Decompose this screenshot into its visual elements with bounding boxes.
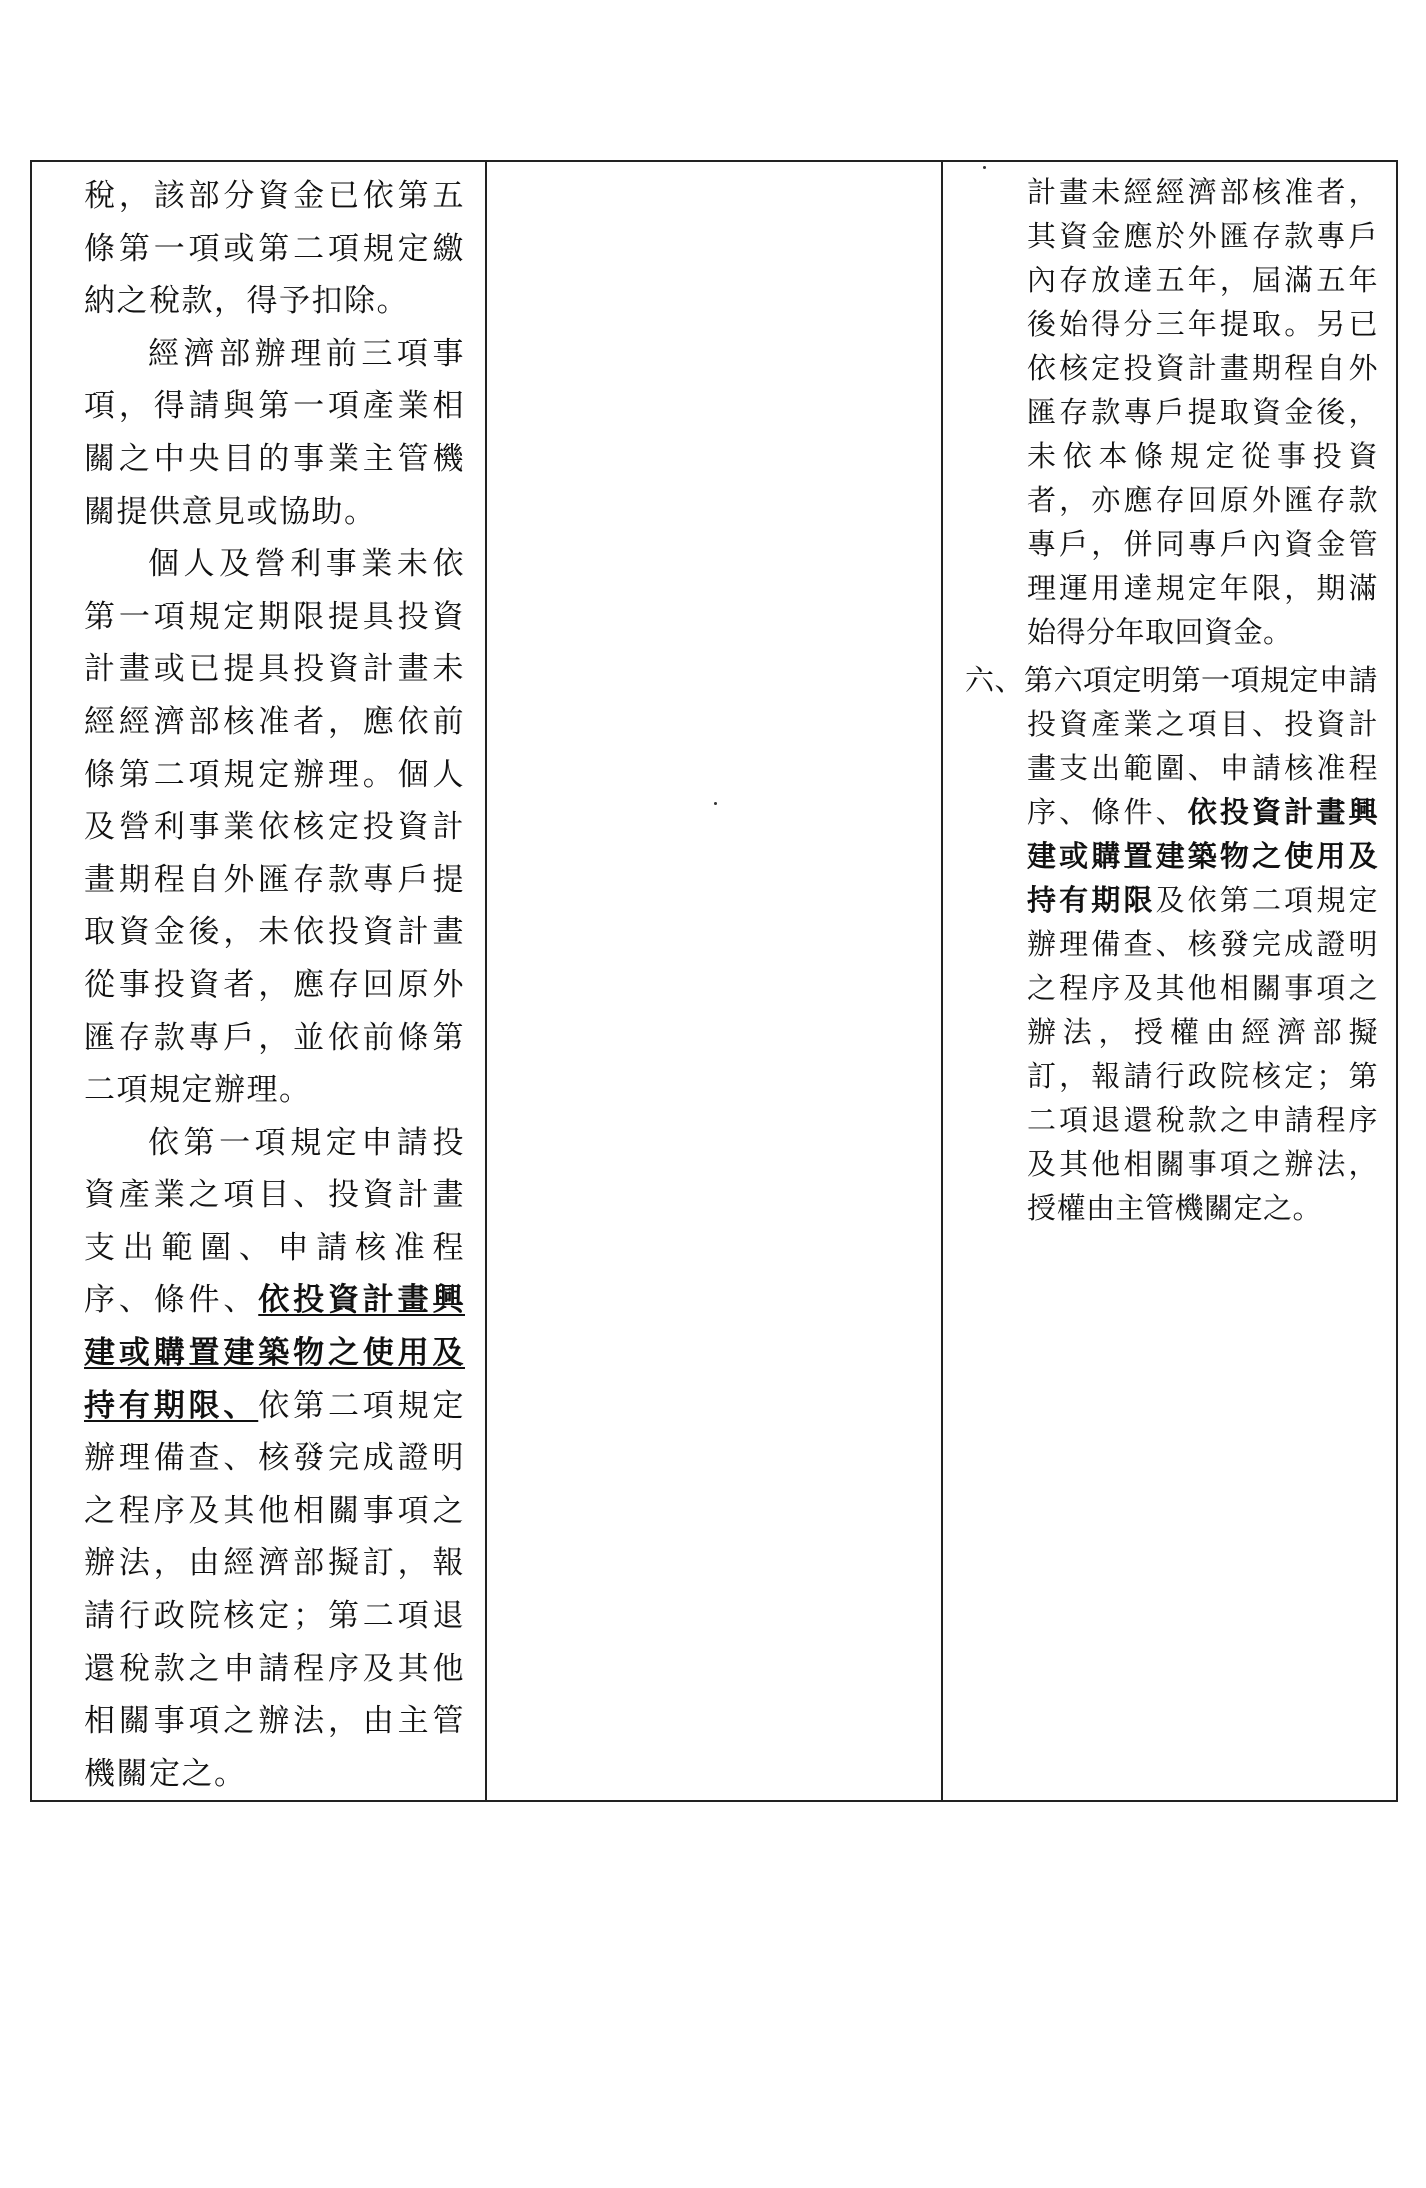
left-p4-text-c: 依第二項規定辦理備查、核發完成證明之程序及其他相關事項之辦法，由經濟部擬訂，報請行政院核定；第二項退還稅款之申請程序及其他相關事項之辦法，由主管機關定之。: [84, 1387, 465, 1792]
current-text-column: [487, 162, 943, 1800]
left-paragraph-4: [84, 1117, 465, 1801]
left-paragraph-2: 經濟部辦理前三項事項，得請與第一項產業相關之中央目的事業主管機關提供意見或協助。: [84, 335, 465, 530]
comparison-table: [30, 160, 1398, 1802]
explanation-continuation: 計畫未經經濟部核准者，其資金應於外匯存款專戶內存放達五年，屆滿五年後始得分三年提取。另已依核定投資計畫期程自外匯存款專戶提取資金後，未依本條規定從事投資者，亦應存回原外匯存款專戶，併同專戶內資金管理運用達規定年限，期滿始得分年取回資金。: [1027, 175, 1378, 649]
amended-text-column: [32, 162, 487, 1800]
explanation-item-6: [965, 658, 1378, 1230]
left-paragraph-1: 稅，該部分資金已依第五條第一項或第二項規定繳納之稅款，得予扣除。: [84, 178, 465, 320]
item6-text-c: 及依第二項規定辦理備查、核發完成證明之程序及其他相關事項之辦法，授權由經濟部擬訂，報請行政院核定；第二項退還稅款之申請程序及其他相關事項之辦法，授權由主管機關定之。: [1027, 883, 1378, 1225]
scan-speck: [983, 166, 986, 169]
scan-speck: [714, 802, 717, 805]
left-p4-emphasis: 依投資計畫興建或購置建築物之使用及持有期限、: [84, 1282, 465, 1424]
left-paragraph-3: 個人及營利事業未依第一項規定期限提具投資計畫或已提具投資計畫未經經濟部核准者，應依前條第二項規定辦理。個人及營利事業依核定投資計畫期程自外匯存款專戶提取資金後，未依投資計畫從事投資者，應存回原外匯存款專戶，並依前條第二項規定辦理。: [84, 546, 465, 1109]
explanation-column: [943, 162, 1396, 1800]
item6-emphasis: 依投資計畫興建或購置建築物之使用及持有期限: [1027, 795, 1378, 917]
item6-text-a: 六、第六項定明第一項規定申請投資產業之項目、投資計畫支出範圍、申請核准程序、條件、: [965, 663, 1379, 829]
left-p4-text-a: 依第一項規定申請投資產業之項目、投資計畫支出範圍、申請核准程序、條件、: [84, 1124, 465, 1319]
